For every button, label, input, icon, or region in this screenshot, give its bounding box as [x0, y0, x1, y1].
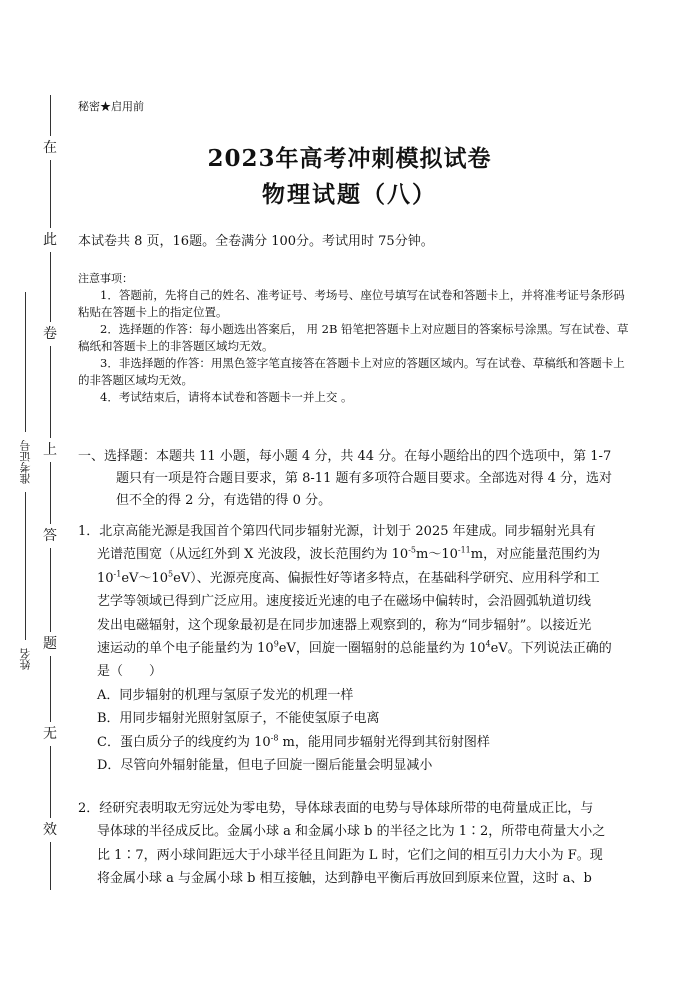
- question-line: 速运动的单个电子能量约为 $10^9eV$，回旋一圈辐射的总能量约为 $10^4eV$。下列说法正确的: [97, 639, 612, 657]
- option-d: D．尽管向外辐射能量，但电子回旋一圈后能量会明显减小: [97, 758, 433, 774]
- notice-item: 1．答题前，先将自己的姓名、准考证号、考场号、座位号填写在试卷和答题卡上，并将准考证号条形码粘贴在答题卡上的指定位置。: [78, 288, 625, 319]
- exam-intro: 本试卷共 8 页，16题。全卷满分 100分。考试用时 75分钟。: [78, 234, 434, 249]
- question-line: $10^{-1}eV\sim 10^5eV$）、光源亮度高、偏振性好等诸多特点，在基础科学研究、应用科学和工: [97, 569, 600, 586]
- question-line: 比 1∶7，两小球间距远大于小球半径且间距为 L 时，它们之间的相互引力大小为 F。现: [97, 847, 603, 863]
- binding-char: 卷: [38, 322, 62, 346]
- section-line: 但不全的得 2 分，有选错的得 0 分。: [116, 493, 332, 508]
- exam-id-label: 准考证号: [19, 440, 32, 484]
- secret-label: 秘密★启用前: [78, 100, 144, 113]
- notice-list: [78, 287, 630, 406]
- option-c: C．蛋白质分子的线度约为 $10^{-8}$ m，能用同步辐射光得到其衍射图样: [97, 733, 490, 750]
- question-1: [78, 520, 638, 777]
- notice-item: 4．考试结束后，请将本试卷和答题卡一并上交 。: [100, 390, 353, 404]
- section-instructions: [78, 446, 638, 512]
- question-line: 将金属小球 a 与金属小球 b 相互接触，达到静电平衡后再放回到原来位置，这时 a、b: [97, 871, 592, 887]
- notice-item: 2．选择题的作答：每小题选出答案后， 用 2B 铅笔把答题卡上对应题目的答案标号涂黑。写在试卷、草稿纸和答题卡上的非答题区域均无效。: [78, 322, 629, 353]
- name-label: 姓名: [19, 648, 32, 670]
- page-subtitle: 物理试题（八）: [262, 181, 437, 208]
- page-title: 2023年高考冲刺模拟试卷: [207, 145, 492, 172]
- question-2: [78, 797, 638, 891]
- binding-char: 上: [38, 438, 62, 462]
- binding-char: 此: [38, 228, 62, 252]
- section-line: 题只有一项是符合题目要求，第 8-11 题有多项符合题目要求。全部选对得 4 分，选对: [116, 471, 613, 486]
- question-line: 光谱范围宽（从远红外到 X 光波段，波长范围约为 $10^{-5}m\sim 10^{-11}m$，对应能量范围约为: [97, 546, 601, 563]
- exam-id-underline: [25, 292, 26, 432]
- question-line: 艺学等领域已得到广泛应用。速度接近光速的电子在磁场中偏转时，会沿圆弧轨道切线: [97, 594, 592, 610]
- binding-char: 答: [38, 524, 62, 548]
- notice-item: 3．非选择题的作答：用黑色签字笔直接答在答题卡上对应的答题区域内。写在试卷、草稿纸和答题卡上的非答题区域均无效。: [78, 356, 625, 387]
- option-a: A．同步辐射的机理与氢原子发光的机理一样: [97, 687, 354, 703]
- question-line: 是（ ）: [97, 664, 163, 680]
- notice-heading: 注意事项：: [78, 272, 133, 285]
- name-underline: [25, 492, 26, 640]
- question-line: 导体球的半径成反比。金属小球 a 和金属小球 b 的半径之比为 1∶2，所带电荷量大小之: [97, 824, 606, 840]
- binding-char: 效: [38, 818, 62, 842]
- binding-char: 在: [38, 136, 62, 160]
- section-line: 一、选择题：本题共 11 小题，每小题 4 分，共 44 分。在每小题给出的四个选项中，第 1-7: [78, 449, 612, 464]
- binding-char: 题: [38, 632, 62, 656]
- binding-char: 无: [38, 722, 62, 746]
- question-line: 发出电磁辐射，这个现象最初是在同步加速器上观察到的，称为“同步辐射”。以接近光: [97, 617, 592, 633]
- option-b: B．用同步辐射光照射氢原子，不能使氢原子电离: [97, 711, 380, 727]
- question-line: 1．北京高能光源是我国首个第四代同步辐射光源，计划于 2025 年建成。同步辐射光具有: [78, 524, 596, 539]
- question-line: 2．经研究表明取无穷远处为零电势，导体球表面的电势与导体球所带的电荷量成正比，与: [78, 801, 594, 816]
- binding-line: [50, 95, 51, 890]
